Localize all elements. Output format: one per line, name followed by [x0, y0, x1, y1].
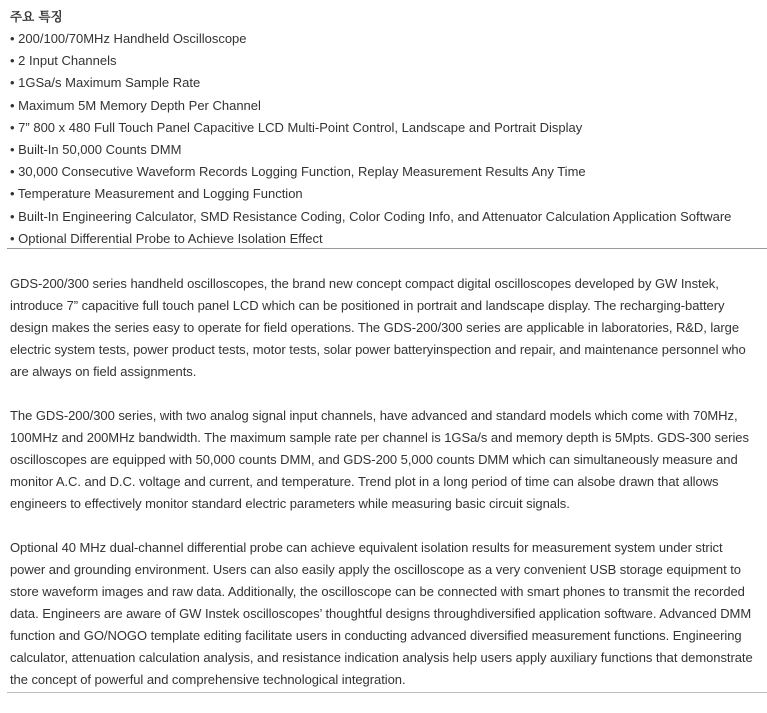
feature-item: • Built-In 50,000 Counts DMM: [10, 142, 182, 158]
bottom-divider: [7, 692, 767, 693]
description-body: [10, 273, 759, 713]
section-divider: [7, 248, 767, 249]
feature-item: • Temperature Measurement and Logging Function: [10, 186, 303, 202]
feature-item: • 7” 800 x 480 Full Touch Panel Capacitive LCD Multi-Point Control, Landscape and Portrait Display: [10, 119, 583, 135]
feature-item: • Built-In Engineering Calculator, SMD Resistance Coding, Color Coding Info, and Attenuator Calculation Application Software: [10, 208, 732, 224]
feature-item: • 200/100/70MHz Handheld Oscilloscope: [10, 31, 247, 46]
feature-item: • 30,000 Consecutive Waveform Records Logging Function, Replay Measurement Results Any Time: [10, 164, 586, 180]
feature-item: • Optional Differential Probe to Achieve Isolation Effect: [10, 230, 323, 246]
feature-item: • 2 Input Channels: [10, 53, 117, 69]
features-list: [10, 28, 757, 250]
description-paragraph: Optional 40 MHz dual-channel differential probe can achieve equivalent isolation results for measurement system under strict power and grounding environment. Users can also easily apply the oscilloscope as a very convenient USB storage equipment to store waveform images and raw data. Additionally, the oscilloscope can be connected with smart phones to transmit the recorded data. Engineers are aware of GW Instek oscilloscopes’ thoughtful designs throughdiversified application software. Advanced DMM function and GO/NOGO template editing facilitate users in conducting advanced diversified measurement functions. Engineering calculator, attenuation calculation analysis, and resistance indication analysis help users apply auxiliary functions that demonstrate the concept of powerful and comprehensive technological integration.: [10, 540, 753, 687]
description-paragraph: GDS-200/300 series handheld oscilloscopes, the brand new concept compact digital oscilloscopes developed by GW Instek, introduce 7” capacitive full touch panel LCD which can be positioned in portrait and landscape display. The recharging-battery design makes the series easy to operate for field operations. The GDS-200/300 series are applicable in laboratories, R&D, large electric system tests, power product tests, motor tests, solar power batteryinspection and repair, and maintenance personnel who are always on field assignments.: [10, 276, 746, 379]
features-heading: 주요 특징: [10, 9, 63, 24]
description-paragraph: The GDS-200/300 series, with two analog signal input channels, have advanced and standard models which come with 70MHz, 100MHz and 200MHz bandwidth. The maximum sample rate per channel is 1GSa/s and memory depth is 5Mpts. GDS-300 series oscilloscopes are equipped with 50,000 counts DMM, and GDS-200 5,000 counts DMM which can simultaneously measure and monitor A.C. and D.C. voltage and current, and temperature. Trend plot in a long period of time can alsobe drawn that allows engineers to effectively monitor standard electric parameters while measuring basic circuit signals.: [10, 408, 749, 511]
feature-item: • Maximum 5M Memory Depth Per Channel: [10, 97, 261, 113]
feature-item: • 1GSa/s Maximum Sample Rate: [10, 75, 201, 91]
